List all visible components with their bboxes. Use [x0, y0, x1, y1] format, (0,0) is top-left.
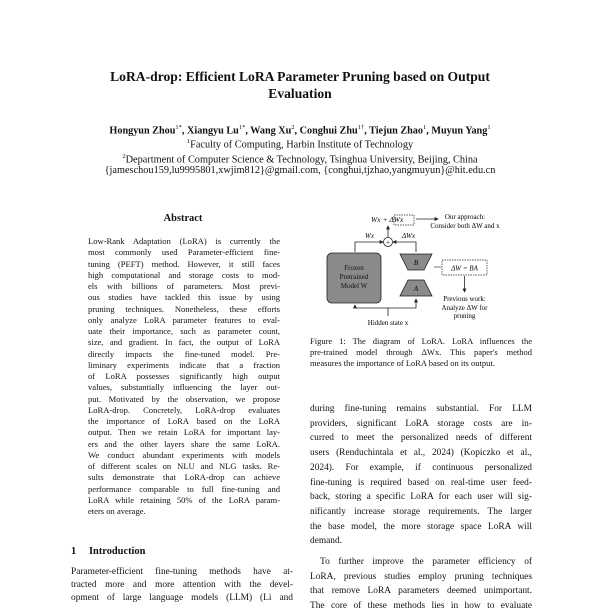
body-line: The core of these methods lies in how to evaluate [310, 601, 532, 612]
section-heading-introduction [71, 546, 291, 557]
abstract-body [88, 236, 280, 517]
abstract-line: Low-Rank Adaptation (LoRA) is currently the [88, 236, 280, 246]
abstract-line: eters on average. [88, 506, 146, 516]
body-line: the base model, the more storage space LoRA will [310, 521, 532, 532]
author-name: Conghui Zhu [299, 125, 358, 137]
affiliation-2-sup: 2 [122, 153, 126, 160]
affiliation-2-text: Department of Computer Science & Technology, Tsinghua University, Beijing, China [125, 154, 478, 166]
caption-line: pre-trained model through ΔWx. This paper's method [310, 347, 532, 358]
delta-w-formula: ΔW = BA [451, 264, 478, 273]
body-line: fine-tuning is required based on real-time user feed- [310, 477, 532, 488]
affiliation-1 [40, 135, 560, 151]
section-number: 1 [71, 546, 77, 557]
abstract-line: LoRA while retaining 50% of the LoRA param- [88, 494, 280, 505]
body-line: during fine-tuning remains substantial. For LLM [310, 404, 532, 414]
abstract-line: high computational and storage costs to mod- [88, 269, 280, 280]
our-approach-line-1: Our approach: [444, 213, 486, 221]
abstract-line: the importance of LoRA based on the LoRA [88, 416, 280, 426]
frozen-line-1: Frozen [344, 264, 364, 272]
input-arrow-lora [388, 299, 416, 308]
figure-caption [310, 336, 532, 370]
affiliation-1-text: Faculty of Computing, Harbin Institute of Technology [190, 139, 414, 151]
abstract-line: els with billions of parameters. Most previ- [88, 281, 280, 291]
frozen-line-2: Pretrained [339, 273, 369, 281]
body-line: that remove LoRA parameters deemed unimportant. [310, 586, 532, 597]
author-sup: 1* [238, 124, 246, 131]
body-line: users (Renduchintala et al., 2024) (Kopiczko et al., [310, 448, 532, 459]
previous-line-3: pruning [453, 312, 476, 320]
output-label: Wx + ΔWx [371, 215, 404, 224]
author-list: Hongyun Zhou$^{1*}$, Xiangyu $Lu^{1*}$, Wang Xu$^2$, Conghui Zhu$^{1\dagger}$, Tiejun Zhao$^1$, Muyun Yang$^1$ [109, 124, 491, 137]
paper-title-line-2: Evaluation [268, 86, 332, 101]
previous-line-1: Previous work: [443, 295, 486, 303]
b-label: B [413, 259, 419, 267]
abstract-line: ers and the other layers share the same LoRA. [88, 438, 280, 449]
affiliation-1-sup: 1 [186, 138, 191, 145]
dwx-arrow [393, 242, 416, 252]
abstract-line: only analyze LoRA parameter features to eval- [88, 314, 280, 325]
caption-line: measures the importance of LoRA based on its output. [310, 358, 495, 369]
abstract-line: We conduct abundant experiments with models [88, 449, 280, 460]
abstract-line: LoRA-drop. Concretely, LoRA-drop evaluates [88, 404, 280, 415]
abstract-line: size, and gradient. In fact, the output of LoRA [88, 337, 280, 348]
author-name: Wang Xu [250, 125, 292, 137]
author-sup: 1* [175, 124, 182, 131]
abstract-line: most commonly used Parameter-efficient fine- [88, 247, 280, 258]
section-title: Introduction [89, 546, 146, 557]
abstract-line: sults demonstrate that LoRA-drop can achieve [88, 472, 280, 483]
paper-title [60, 68, 540, 102]
body-line: nificantly increase storage requirements. The larger [310, 506, 532, 517]
introduction-body [71, 566, 293, 605]
paper-title-line-1: LoRA-drop: Efficient LoRA Parameter Pruning based on Output [110, 69, 490, 84]
plus-symbol: + [386, 238, 390, 247]
abstract-line: tuning (PEFT) method. However, it still faces [88, 258, 280, 269]
author-sup: 1 [487, 124, 491, 131]
intro-line: tracted more and more attention with the devel- [71, 580, 293, 590]
body-line: LoRA, previous studies employ pruning techniques [310, 571, 532, 582]
author-name: Hongyun Zhou [109, 125, 176, 137]
intro-line: Parameter-efficient fine-tuning methods have at- [71, 567, 293, 577]
author-emails: {jameschou159,lu9995801,xwjim812}@gmail.com, {conghui,tjzhao,yangmuyun}@hit.edu.cn [104, 165, 496, 176]
abstract-line: output. Then we retain LoRA for important lay- [88, 427, 280, 438]
body-line: 2024). For example, if continuous personalized [310, 462, 532, 473]
body-line: providers, significant LoRA storage costs are in- [310, 418, 532, 429]
a-label: A [413, 285, 419, 293]
hidden-state-label: Hidden state x [367, 319, 409, 327]
body-line: To further improve the parameter efficiency of [320, 557, 532, 568]
abstract-line: of LoRA possesses significantly high output [88, 371, 280, 381]
abstract-line: values, substantially influencing the layer out- [88, 382, 280, 393]
abstract-line: put. Motivated by the observation, we propose [88, 393, 280, 404]
author-sup: 1 [423, 124, 427, 131]
author-name: Xiangyu Lu [187, 125, 239, 137]
lora-diagram [310, 208, 532, 333]
frozen-line-3: Model W [340, 282, 368, 290]
our-approach-line-2: Consider both ΔW and x [430, 222, 500, 230]
abstract-line: performance comparable to full fine-tuning and [88, 483, 280, 494]
input-arrow-model [355, 305, 388, 308]
abstract-line: pruning techniques. Nonetheless, these efforts [88, 303, 280, 314]
wx-arrow [355, 242, 383, 252]
previous-line-2: Analyze ΔW for [441, 304, 488, 312]
lora-diagram-svg [310, 208, 532, 333]
wx-label: Wx [365, 232, 374, 240]
abstract-line: ous studies have tackled this issue by using [88, 292, 280, 303]
abstract-line: directly impacts the fine-tuned model. Pre- [88, 348, 280, 359]
abstract-line: of different scales on NLU and NLG tasks. Re- [88, 461, 280, 471]
intro-line: opment of large language models (LLM) (Li and [71, 593, 293, 603]
author-sup: 1† [357, 124, 365, 131]
author-name: Tiejun Zhao [369, 125, 423, 137]
body-line: curred to meet the personalized needs of different [310, 433, 532, 444]
author-sup: 2 [291, 124, 295, 131]
right-column-body [310, 402, 532, 614]
abstract-line: uate their importance, such as parameter count, [88, 326, 280, 336]
caption-line: Figure 1: The diagram of LoRA. LoRA influences the [310, 336, 532, 346]
abstract-heading: Abstract [163, 213, 203, 224]
author-name: Muyun Yang [431, 125, 488, 137]
body-line: demand. [310, 536, 343, 547]
body-line: back, storing a specific LoRA for each user will sig- [310, 492, 532, 503]
abstract-line: liminary experiments indicate that a fraction [88, 359, 280, 370]
dwx-label: ΔWx [402, 232, 416, 240]
